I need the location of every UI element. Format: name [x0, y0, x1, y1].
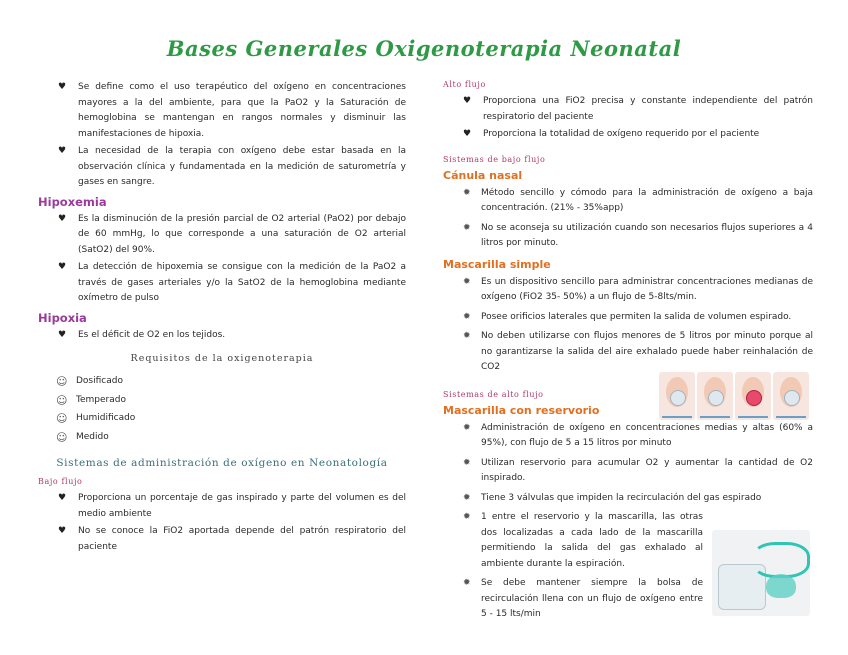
section-heading-hipoxemia: Hipoxemia — [38, 194, 107, 209]
sun-icon: ✹ — [463, 492, 471, 503]
subheading-sistemas-alto: Sistemas de alto flujo — [443, 389, 544, 399]
sun-icon: ✹ — [463, 187, 471, 198]
list-item: ✹ Método sencillo y cómodo para la administración de oxígeno a baja concentración. (21% - 35%app) — [463, 187, 813, 213]
page-title: Bases Generales Oxigenoterapia Neonatal — [166, 36, 682, 61]
sun-icon: ✹ — [463, 276, 471, 287]
heart-icon: ♥ — [58, 329, 67, 340]
list-item: ☺ Medido — [56, 430, 109, 444]
list-item: ♥ Es el déficit de O2 en los tejidos. — [38, 328, 406, 344]
mask-image — [697, 372, 733, 420]
hipoxia-list — [38, 328, 406, 344]
list-item: ♥ Proporciona una FiO2 precisa y constante independiente del patrón respiratorio del paciente — [463, 96, 813, 122]
mask-illustrations — [659, 372, 809, 420]
smile-icon: ☺ — [56, 375, 68, 388]
list-item: ♥ La detección de hipoxemia se consigue con la medición de la PaO2 a través de gases arteriales y/o la SatO2 de la hemoglobina mediante oxímetro de pulso — [58, 262, 406, 303]
heading-canula-nasal: Cánula nasal — [443, 168, 523, 182]
list-item: ✹ 1 entre el reservorio y la mascarilla, las otras dos localizadas a cada lado de la mascarilla permitiendo la salida del gas exhalado al ambiente durante la espiración. — [463, 512, 703, 569]
list-item: ✹ Posee orificios laterales que permiten la salida de volumen espirado. — [443, 310, 813, 326]
list-item: ♥ Proporciona la totalidad de oxígeno requerido por el paciente — [443, 127, 813, 143]
heart-icon: ♥ — [463, 129, 472, 139]
list-item: ✹ Es un dispositivo sencillo para administrar concentraciones medianas de oxígeno (FiO2 35- 50%) a un flujo de 5-8lts/min. — [463, 276, 813, 302]
list-item: ☺ Dosificado — [56, 375, 123, 388]
list-item: ♥ La necesidad de la terapia con oxígeno debe estar basada en la observación clínica y fundamentada en la medición de saturometría y gases en sangre. — [58, 146, 406, 187]
list-item: ✹ Administración de oxígeno en concentraciones medias y altas (60% a 95%), con flujo de 5 a 15 litros por minuto — [463, 422, 813, 448]
heading-mascarilla-reservorio: Mascarilla con reservorio — [443, 403, 600, 417]
list-item: ♥ Se define como el uso terapéutico del oxígeno en concentraciones mayores a la del ambiente, para que la PaO2 y la Saturación de hemoglobina se mantengan en rangos normales y disminuir las manifestaciones de hipoxia. — [58, 82, 406, 139]
heart-icon: ♥ — [58, 493, 67, 503]
sun-icon: ✹ — [463, 512, 471, 522]
smile-icon: ☺ — [56, 412, 68, 425]
sun-icon: ✹ — [463, 457, 471, 468]
sun-icon: ✹ — [463, 311, 471, 322]
list-item: ☺ Humidificado — [56, 412, 136, 425]
sun-icon: ✹ — [463, 331, 471, 341]
mascarilla-list — [443, 275, 813, 376]
list-item: ♥ No se conoce la FiO2 aportada depende del patrón respiratorio del paciente — [58, 526, 406, 552]
list-item: ✹ Se debe mantener siempre la bolsa de recirculación llena con un flujo de oxígeno entre 5 - 15 lts/min — [463, 578, 703, 619]
reservoir-mask-image — [712, 530, 810, 616]
list-item: ♥ Proporciona un porcentaje de gas inspirado y parte del volumen es del medio ambiente — [58, 493, 406, 519]
section-heading-sistemas: Sistemas de administración de oxígeno en Neonatología — [56, 457, 388, 469]
smile-icon: ☺ — [56, 393, 68, 407]
subheading-bajo-flujo: Bajo flujo — [38, 477, 83, 486]
mask-image — [659, 372, 695, 420]
requisitos-list — [38, 374, 406, 445]
list-item: ♥ Es la disminución de la presión parcial de O2 arterial (PaO2) por debajo de 60 mmHg, lo que corresponde a una saturación de O2 arterial (SatO2) del 90%. — [58, 213, 406, 255]
mask-image — [735, 372, 771, 420]
heart-icon: ♥ — [58, 82, 67, 92]
alto-flujo-list — [443, 94, 813, 143]
list-item: ☺ Temperado — [56, 393, 126, 407]
heart-icon: ♥ — [58, 262, 67, 272]
subheading-alto-flujo: Alto flujo — [443, 80, 486, 89]
sun-icon: ✹ — [463, 578, 471, 588]
list-item: ✹ No se aconseja su utilización cuando son necesarios flujos superiores a 4 litros por minuto. — [463, 222, 813, 248]
list-item: ✹ No deben utilizarse con flujos menores de 5 litros por minuto porque al no garantizarse la salida del aire exhalado puede haber reinhalación de CO2 — [463, 331, 813, 372]
left-column — [38, 80, 406, 557]
canula-list — [443, 186, 813, 252]
section-heading-requisitos: Requisitos de la oxigenoterapia — [130, 353, 314, 364]
intro-list — [38, 80, 406, 191]
heading-mascarilla-simple: Mascarilla simple — [443, 257, 551, 271]
subheading-sistemas-bajo: Sistemas de bajo flujo — [443, 154, 546, 164]
smile-icon: ☺ — [56, 430, 68, 444]
heart-icon: ♥ — [58, 526, 67, 536]
section-heading-hipoxia: Hipoxia — [38, 310, 87, 325]
heart-icon: ♥ — [58, 146, 67, 156]
list-item: ✹ Tiene 3 válvulas que impiden la recirculación del gas espirado — [443, 491, 813, 507]
bajo-flujo-list — [38, 491, 406, 555]
sun-icon: ✹ — [463, 422, 471, 433]
list-item: ✹ Utilizan reservorio para acumular O2 y aumentar la cantidad de O2 inspirado. — [463, 457, 813, 483]
heart-icon: ♥ — [463, 96, 472, 106]
heart-icon: ♥ — [58, 213, 67, 224]
sun-icon: ✹ — [463, 222, 471, 233]
mask-image — [773, 372, 809, 420]
hipoxemia-list — [38, 212, 406, 307]
